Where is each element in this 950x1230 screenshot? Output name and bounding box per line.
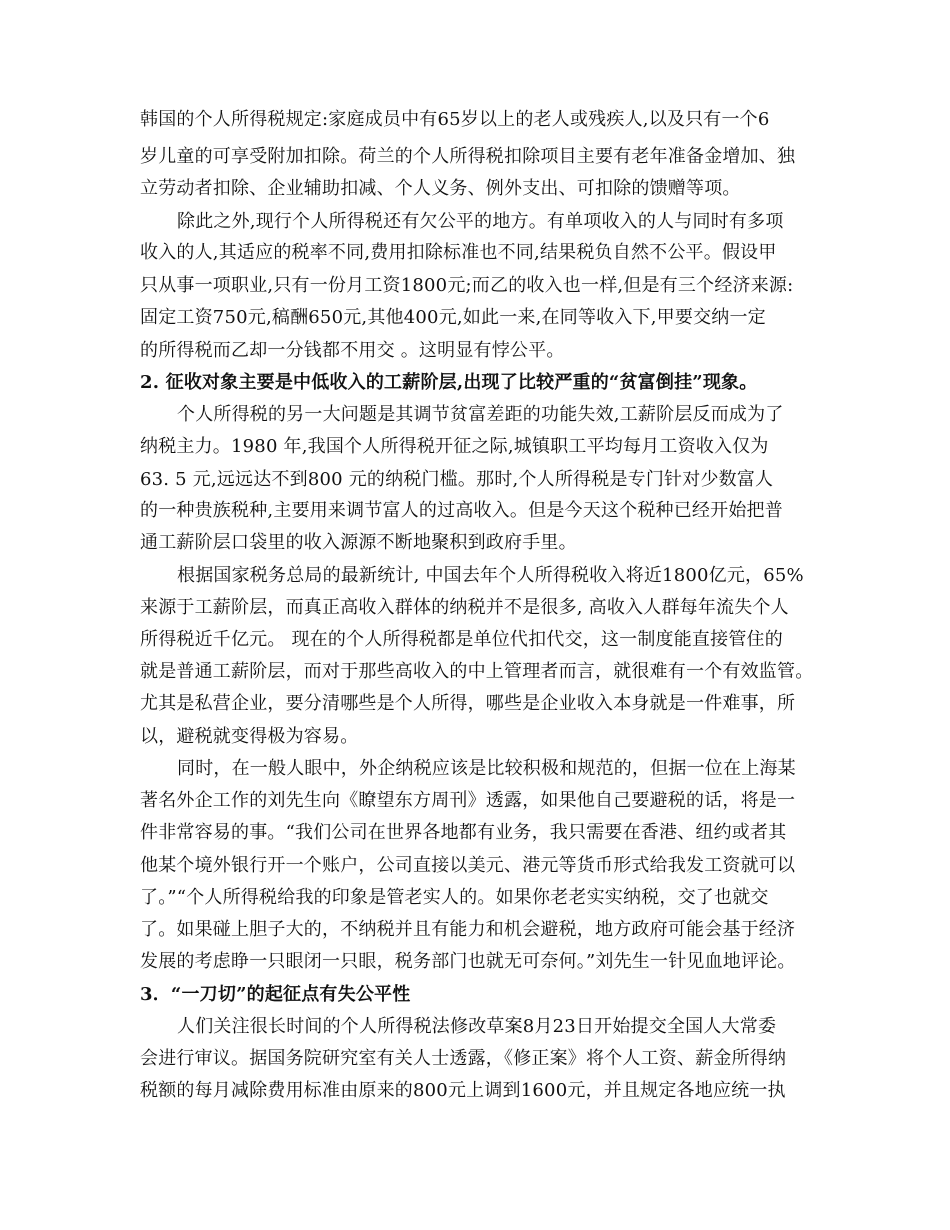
paragraph-line: 了。”“个人所得税给我的印象是管老实人的。如果你老老实实纳税，交了也就交	[140, 887, 769, 908]
paragraph-line: 纳税主力。1980 年,我国个人所得税开征之际,城镇职工平均每月工资收入仅为	[140, 436, 769, 457]
paragraph-line: 固定工资750元,稿酬650元,其他400元,如此一来,在同等收入下,甲要交纳一定	[140, 307, 766, 328]
paragraph-line: 只从事一项职业,只有一份月工资1800元;而乙的收入也一样,但是有三个经济来源:	[140, 275, 794, 296]
paragraph-line: 同时，在一般人眼中，外企纳税应该是比较积极和规范的，但据一位在上海某	[177, 758, 796, 779]
section-heading: 3．“一刀切”的起征点有失公平性	[140, 984, 411, 1005]
paragraph-line: 件非常容易的事。“我们公司在世界各地都有业务，我只需要在香港、纽约或者其	[140, 822, 787, 843]
paragraph-line: 除此之外,现行个人所得税还有欠公平的地方。有单项收入的人与同时有多项	[177, 211, 784, 232]
paragraph-line: 就是普通工薪阶层，而对于那些高收入的中上管理者而言，就很难有一个有效监管。	[140, 661, 814, 682]
paragraph-line: 会进行审议。据国务院研究室有关人士透露，《修正案》将个人工资、薪金所得纳	[140, 1048, 787, 1069]
paragraph-line: 63. 5 元,远远达不到800 元的纳税门槛。那时,个人所得税是专门针对少数富人	[140, 469, 774, 490]
paragraph-line: 来源于工薪阶层，而真正高收入群体的纳税并不是很多, 高收入人群每年流失个人	[140, 597, 789, 618]
paragraph-line: 的一种贵族税种,主要用来调节富人的过高收入。但是今天这个税种已经开始把普	[140, 500, 783, 521]
paragraph-line: 了。如果碰上胆子大的，不纳税并且有能力和机会避税，地方政府可能会基于经济	[140, 919, 796, 940]
paragraph-line: 岁儿童的可享受附加扣除。荷兰的个人所得税扣除项目主要有老年准备金增加、独	[140, 146, 796, 167]
paragraph-line: 立劳动者扣除、企业辅助扣减、个人义务、例外支出、可扣除的馈赠等项。	[140, 178, 741, 199]
paragraph-line: 的所得税而乙却一分钱都不用交 。这明显有悖公平。	[140, 340, 565, 361]
paragraph-line: 税额的每月减除费用标准由原来的800元上调到1600元，并且规定各地应统一执	[140, 1080, 786, 1101]
paragraph-line: 根据国家税务总局的最新统计, 中国去年个人所得税收入将近1800亿元，65%	[177, 565, 804, 586]
paragraph-line: 发展的考虑睁一只眼闭一只眼，税务部门也就无可奈何。”刘先生一针见血地评论。	[140, 951, 796, 972]
paragraph-line: 个人所得税的另一大问题是其调节贫富差距的功能失效,工薪阶层反而成为了	[177, 404, 784, 425]
paragraph-line: 尤其是私营企业，要分清哪些是个人所得，哪些是企业收入本身就是一件难事，所	[140, 693, 796, 714]
paragraph-line: 收入的人,其适应的税率不同,费用扣除标准也不同,结果税负自然不公平。假设甲	[140, 242, 777, 263]
paragraph-line: 通工薪阶层口袋里的收入源源不断地聚积到政府手里。	[140, 532, 577, 553]
paragraph-line: 韩国的个人所得税规定:家庭成员中有65岁以上的老人或残疾人,以及只有一个6	[140, 109, 770, 130]
paragraph-line: 著名外企工作的刘先生向《瞭望东方周刊》透露，如果他自己要避税的话，将是一	[140, 790, 796, 811]
paragraph-line: 人们关注很长时间的个人所得税法修改草案8月23日开始提交全国人大常委	[177, 1016, 777, 1037]
paragraph-line: 以，避税就变得极为容易。	[140, 726, 359, 747]
section-heading: 2. 征收对象主要是中低收入的工薪阶层,出现了比较严重的“贫富倒挂”现象。	[140, 372, 758, 393]
paragraph-line: 他某个境外银行开一个账户，公司直接以美元、港元等货币形式给我发工资就可以	[140, 855, 796, 876]
paragraph-line: 所得税近千亿元。 现在的个人所得税都是单位代扣代交，这一制度能直接管住的	[140, 629, 783, 650]
